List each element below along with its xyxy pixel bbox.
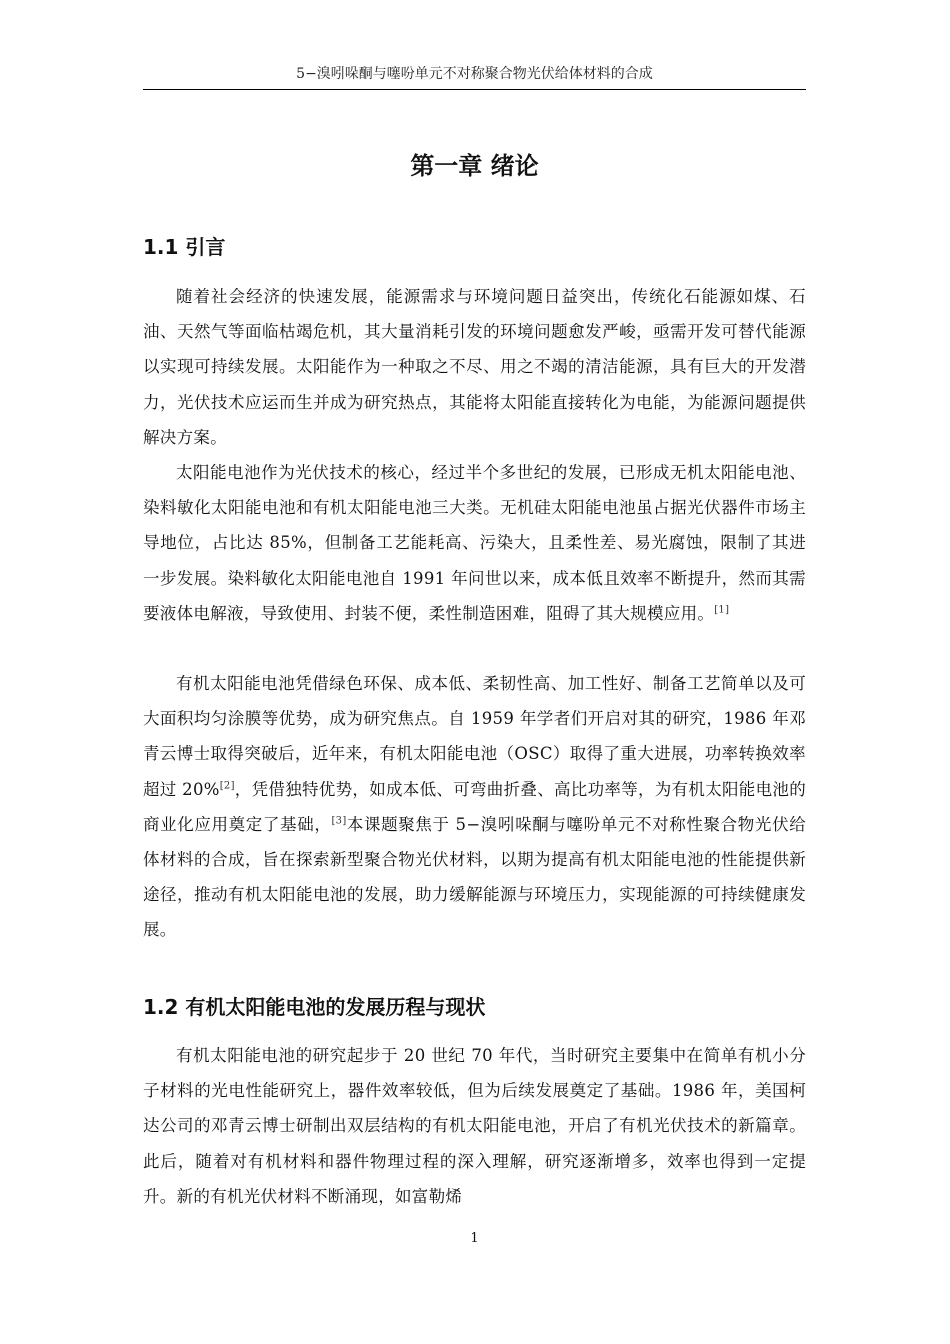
paragraph-text: 有机太阳能电池凭借绿色环保、成本低、柔韧性高、加工性好、制备工艺简单以及可大面积均匀涂膜等优势，成为研究焦点。自 1959 年学者们开启对其的研究，1986 年邓青云博士取得突破后，近年来，有机太阳能电池（OSC）取得了重大进展，功率转换效率超过 20%	[143, 674, 806, 799]
paragraph-text: 本课题聚焦于 5−溴吲哚酮与噻吩单元不对称性聚合物光伏给体材料的合成，旨在探索新型聚合物光伏材料，以期为提高有机太阳能电池的性能提供新途径，推动有机太阳能电池的发展，助力缓解能源与环境压力，实现能源的可持续健康发展。	[143, 814, 806, 940]
paragraph-intro-2	[143, 455, 806, 631]
paragraph-intro-1	[143, 279, 806, 455]
section-heading-1-1: 1.1 引言	[143, 235, 226, 259]
section-heading-1-2: 1.2 有机太阳能电池的发展历程与现状	[143, 995, 486, 1019]
paragraph-text: 有机太阳能电池的研究起步于 20 世纪 70 年代，当时研究主要集中在简单有机小分子材料的光电性能研究上，器件效率较低，但为后续发展奠定了基础。1986 年，美国柯达公司的邓青云博士研制出双层结构的有机太阳能电池，开启了有机光伏技术的新篇章。此后，随着对有机材料和器件物理过程的深入理解，研究逐渐增多，效率也得到一定提升。新的有机光伏材料不断涌现，如富勒烯	[143, 1046, 806, 1206]
citation-3[interactable]: [3]	[331, 815, 347, 827]
paragraph-text: 太阳能电池作为光伏技术的核心，经过半个多世纪的发展，已形成无机太阳能电池、染料敏化太阳能电池和有机太阳能电池三大类。无机硅太阳能电池虽占据光伏器件市场主导地位，占比达 85%，但制备工艺能耗高、污染大，且柔性差、易光腐蚀，限制了其进一步发展。染料敏化太阳能电池自 1991 年问世以来，成本低且效率不断提升，然而其需要液体电解液，导致使用、封装不便，柔性制造困难，阻碍了其大规模应用。	[143, 463, 806, 623]
chapter-title: 第一章 绪论	[410, 152, 539, 180]
header-rule	[143, 89, 806, 90]
paragraph-text: ，凭借独特优势，如成本低、可弯曲折叠、高比功率等，为有机太阳能电池的商业化应用奠定了基础，	[143, 779, 806, 834]
page-number: 1	[470, 1231, 479, 1246]
paragraph-intro-3	[143, 666, 806, 948]
paragraph-history-1	[143, 1038, 806, 1214]
paragraph-text: 随着社会经济的快速发展，能源需求与环境问题日益突出，传统化石能源如煤、石油、天然气等面临枯竭危机，其大量消耗引发的环境问题愈发严峻，亟需开发可替代能源以实现可持续发展。太阳能作为一种取之不尽、用之不竭的清洁能源，具有巨大的开发潜力，光伏技术应运而生并成为研究热点，其能将太阳能直接转化为电能，为能源问题提供解决方案。	[143, 287, 806, 447]
citation-1[interactable]: [1]	[714, 604, 730, 616]
running-header: 5−溴吲哚酮与噻吩单元不对称聚合物光伏给体材料的合成	[296, 66, 653, 82]
citation-2[interactable]: [2]	[219, 780, 235, 792]
